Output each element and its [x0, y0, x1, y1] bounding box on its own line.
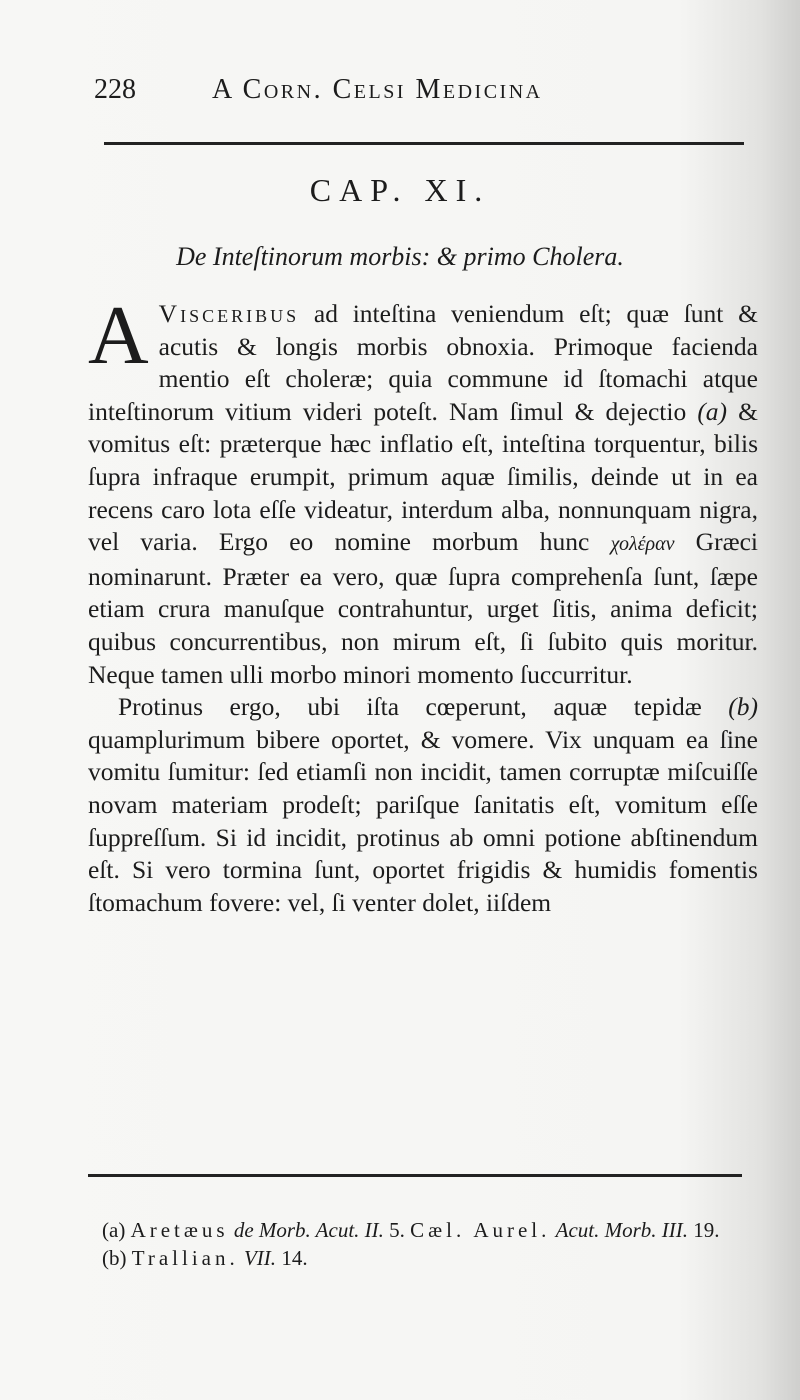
- footnote-b-work: VII.: [243, 1246, 277, 1270]
- page-header: [90, 66, 740, 116]
- chapter-number: CAP. XI.: [309, 172, 491, 208]
- footnote-b-num: 14.: [281, 1246, 308, 1270]
- footnote-a-work2: Acut. Morb. III.: [555, 1218, 689, 1242]
- paragraph-1-part-c: Græci nominarunt. Præter ea vero, quæ ſupra comprehenſa ſunt, ſæpe etiam crura manuſque contrahuntur, urget ſitis, anima deficit; quibus concurrentibus, non mirum eſt, ſi ſubito quis moritur. Neque tamen ulli morbo minori momento ſuccurritur.: [88, 527, 758, 689]
- footnotes: [102, 1216, 742, 1272]
- footnote-b: [102, 1244, 742, 1272]
- footnote-a-author2: Cæl. Aurel.: [410, 1218, 551, 1242]
- footnote-a-author: Aretæus: [130, 1218, 229, 1242]
- running-title: A Corn. Celsi Medicina: [212, 74, 543, 105]
- drop-cap: A: [88, 289, 149, 382]
- paragraph-2-part-b: quamplurimum bibere oportet, & vomere. Vix unquam ea ſine vomitu ſumitur: ſed etiamſi non incidit, tamen corruptæ miſcuiſſe novam materiam prodeſt; pariſque ſanitatis eſt, vomitum eſſe ſuppreſſum. Si id incidit, protinus ab omni potione abſtinendum eſt. Si vero tormina ſunt, oportet frigidis & humidis fomentis ſtomachum fovere: vel, ſi venter dolet, iiſdem: [88, 724, 758, 917]
- paragraph-2: [88, 691, 758, 919]
- footnote-b-author: Trallian.: [131, 1246, 239, 1270]
- greek-word: χολέραν: [610, 533, 675, 556]
- paragraph-1: [88, 289, 758, 691]
- header-rule: [104, 142, 744, 145]
- paragraph-1-part-b: & vomitus eſt: præterque hæc inflatio eſt, inteſtina torquentur, bilis ſupra infraque erumpit, primum aquæ ſimilis, deinde ut in ea recens caro lota eſſe videatur, interdum alba, nonnunquam nigra, vel varia. Ergo eo nomine morbum hunc: [88, 396, 758, 557]
- footnote-b-mark: (b): [102, 1246, 127, 1270]
- paragraph-2-part-a: Protinus ergo, ubi iſta cœperunt, aquæ tepidæ: [118, 692, 729, 722]
- footnote-a-work: de Morb. Acut. II.: [233, 1218, 384, 1242]
- footnote-a-num2: 19.: [693, 1218, 720, 1242]
- page-number: 228: [94, 74, 136, 105]
- footnote-a: [102, 1216, 742, 1244]
- footnote-a-num: 5.: [389, 1218, 405, 1242]
- opening-word: Visceribus: [158, 299, 300, 328]
- body-text: [88, 289, 758, 919]
- footnote-ref-a: (a): [697, 396, 728, 426]
- footnote-a-mark: (a): [102, 1218, 126, 1242]
- footnote-ref-b: (b): [728, 692, 758, 722]
- chapter-title: De Inteſtinorum morbis: & primo Cholera.: [176, 242, 624, 271]
- footnote-rule: [88, 1174, 742, 1177]
- paragraph-1-part-a: ad inteſtina veniendum eſt; quæ ſunt & acutis & longis morbis obnoxia. Primoque facienda mentio eſt choleræ; quia commune id ſtomachi atque inteſtinorum vitium videri poteſt. Nam ſimul & dejectio: [88, 299, 758, 426]
